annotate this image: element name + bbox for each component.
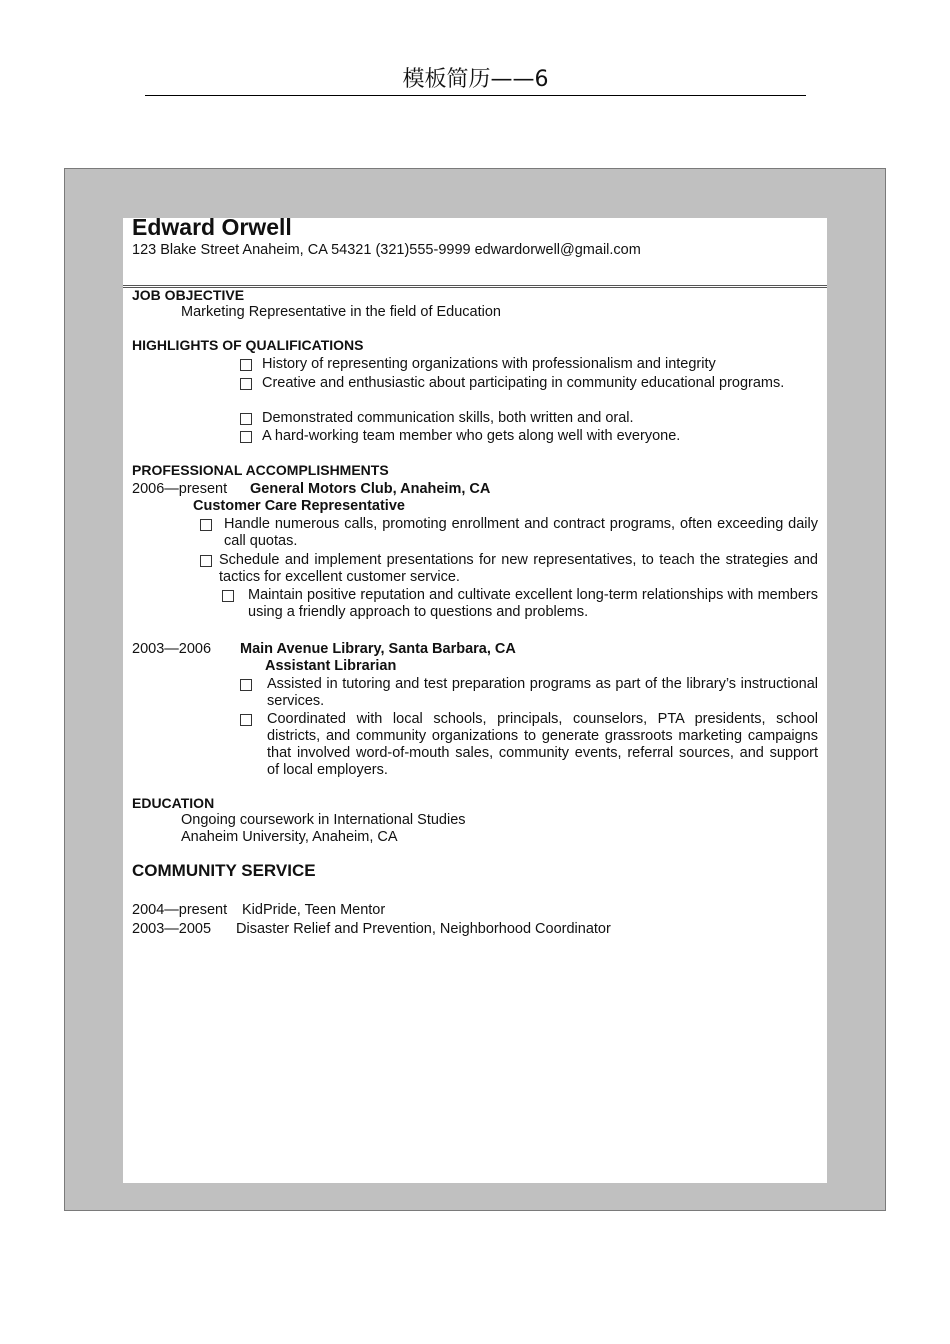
job-bullet-text: Assisted in tutoring and test preparation programs as part of the library’s instructional services.: [267, 676, 818, 709]
job-organization: Main Avenue Library, Santa Barbara, CA: [240, 641, 516, 657]
objective-heading: JOB OBJECTIVE: [132, 287, 245, 303]
document-title: 模板简历——6: [402, 67, 549, 92]
community-dates: 2003—2005: [132, 921, 212, 937]
job-bullet: [240, 676, 818, 710]
candidate-name: Edward Orwell: [132, 214, 292, 240]
checkbox-bullet-icon: [240, 375, 262, 395]
contact-line: 123 Blake Street Anaheim, CA 54321 (321)555-9999 edwardorwell@gmail.com: [132, 242, 641, 258]
highlights-heading: HIGHLIGHTS OF QUALIFICATIONS: [132, 337, 364, 353]
highlight-item: [240, 356, 818, 376]
highlight-text: History of representing organizations with professionalism and integrity: [262, 356, 716, 372]
education-school: Anaheim University, Anaheim, CA: [181, 829, 398, 845]
checkbox-bullet-icon: [240, 711, 267, 779]
highlight-item: [240, 375, 818, 395]
title-underline: [145, 95, 806, 96]
highlight-text: Demonstrated communication skills, both written and oral.: [262, 410, 634, 426]
job-dates: 2003—2006: [132, 641, 212, 657]
highlight-text: A hard-working team member who gets along well with everyone.: [262, 428, 681, 444]
job-organization: General Motors Club, Anaheim, CA: [250, 481, 491, 497]
job-dates: 2006—present: [132, 481, 228, 497]
checkbox-bullet-icon: [240, 676, 267, 710]
community-role: Disaster Relief and Prevention, Neighborhood Coordinator: [236, 921, 611, 937]
highlight-item: [240, 410, 818, 430]
job-role: Assistant Librarian: [265, 658, 397, 674]
education-coursework: Ongoing coursework in International Studies: [181, 812, 466, 828]
checkbox-bullet-icon: [240, 428, 262, 448]
highlight-text: Creative and enthusiastic about participating in community educational programs.: [262, 375, 785, 391]
job-bullet-text: Schedule and implement presentations for new representatives, to teach the strategies and tactics for excellent customer service.: [219, 552, 818, 585]
job-bullet: [222, 587, 818, 621]
checkbox-bullet-icon: [200, 552, 219, 586]
community-role: KidPride, Teen Mentor: [242, 902, 386, 918]
highlight-item: [240, 428, 818, 448]
checkbox-bullet-icon: [200, 516, 224, 550]
accomplishments-heading: PROFESSIONAL ACCOMPLISHMENTS: [132, 462, 389, 478]
checkbox-bullet-icon: [222, 587, 248, 621]
header-divider: [123, 285, 827, 286]
job-role: Customer Care Representative: [193, 498, 405, 514]
community-heading: COMMUNITY SERVICE: [132, 861, 316, 880]
job-bullet: [200, 516, 818, 550]
checkbox-bullet-icon: [240, 410, 262, 430]
job-bullet: [240, 711, 818, 779]
job-bullet: [200, 552, 818, 586]
job-bullet-text: Handle numerous calls, promoting enrollment and contract programs, often exceeding daily call quotas.: [224, 516, 818, 549]
education-heading: EDUCATION: [132, 795, 215, 811]
objective-text: Marketing Representative in the field of Education: [181, 304, 501, 320]
job-bullet-text: Coordinated with local schools, principals, counselors, PTA presidents, school districts, and community organizations to generate grassroots marketing campaigns that involved word-of-mouth sales, community events, referral sources, and support of local employers.: [267, 711, 818, 778]
community-dates: 2004—present: [132, 902, 228, 918]
checkbox-bullet-icon: [240, 356, 262, 376]
job-bullet-text: Maintain positive reputation and cultivate excellent long-term relationships with members using a friendly approach to questions and problems.: [248, 587, 818, 620]
